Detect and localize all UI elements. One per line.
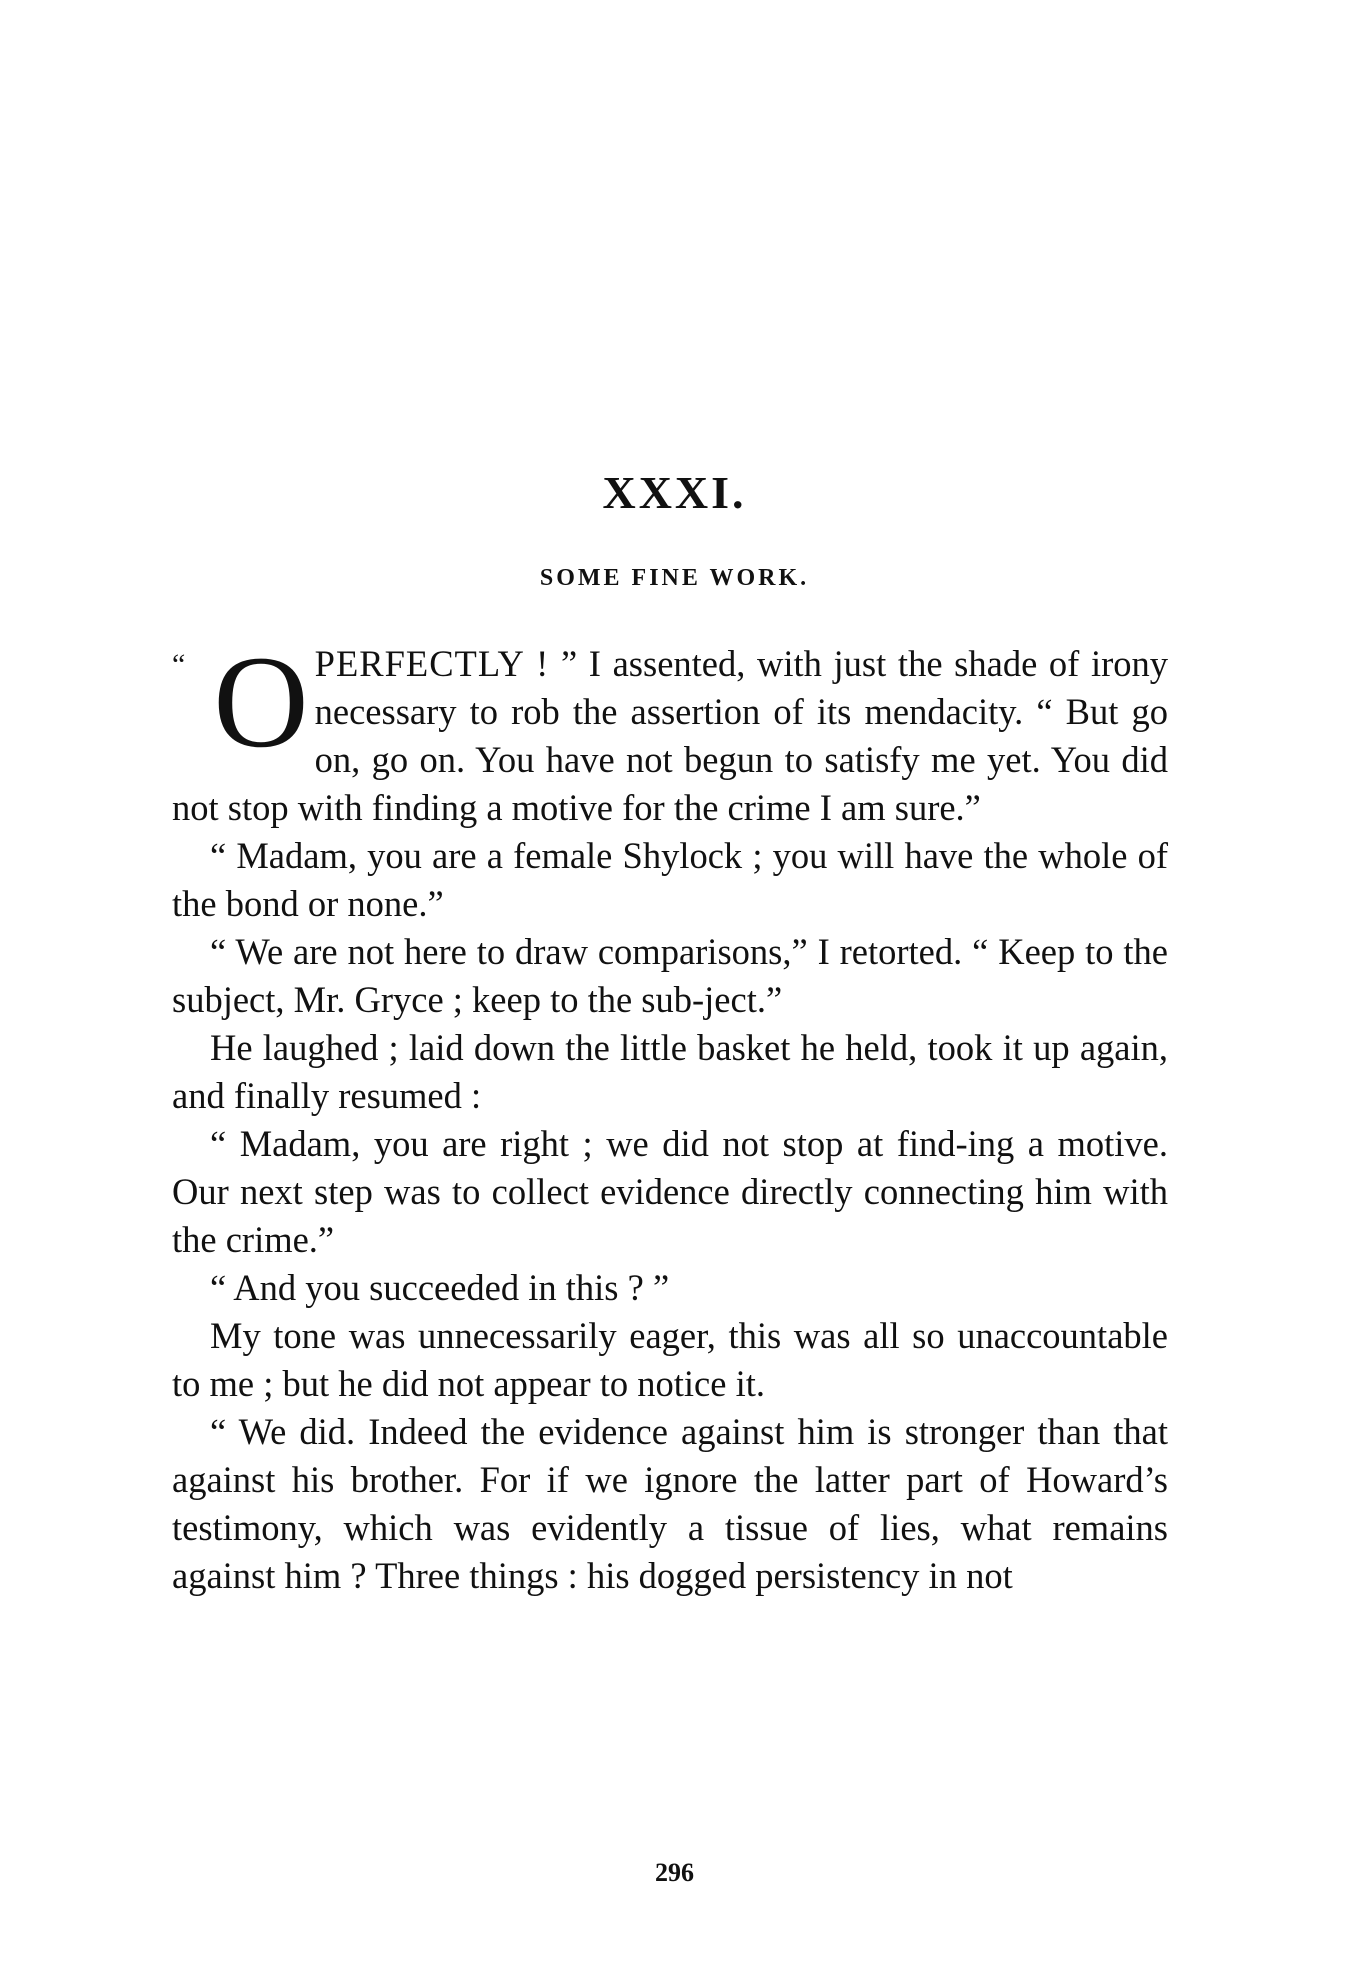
body-text xyxy=(172,628,1169,1600)
paragraph: “ We did. Indeed the evidence against him is stronger than that against his brother. For if we ignore the latter part of Howard’s testimony, which was evidently a tissue of lies, what remains against him ? Three things : his dogged persistency in not xyxy=(172,1411,1168,1596)
paragraph: “ Madam, you are a female Shylock ; you will have the whole of the bond or none.” xyxy=(172,835,1168,924)
opening-caps-word: PERFECTLY ! xyxy=(314,643,550,684)
opening-text: ” I assented, with just the shade of irony necessary to rob the assertion of its mendacity. “ But go on, go on. You have not begun to satisfy me yet. You did not stop with finding a motive for the crime I am sure.” xyxy=(172,643,1169,828)
paragraph: “ And you succeeded in this ? ” xyxy=(210,1267,670,1308)
paragraph: My tone was unnecessarily eager, this was all so unaccountable to me ; but he did not appear to notice it. xyxy=(172,1315,1168,1404)
paragraph: “ We are not here to draw comparisons,” I retorted. “ Keep to the subject, Mr. Gryce ; keep to the sub-ject.” xyxy=(172,931,1168,1020)
page-number: 296 xyxy=(655,1858,694,1887)
opening-quote-mark: “ xyxy=(172,648,186,681)
drop-cap-block xyxy=(172,628,309,775)
drop-cap-letter: O xyxy=(213,628,309,775)
paragraph: “ Madam, you are right ; we did not stop at find-ing a motive. Our next step was to collect evidence directly connecting him with the crime.” xyxy=(172,1123,1168,1260)
paragraph: He laughed ; laid down the little basket he held, took it up again, and finally resumed : xyxy=(172,1027,1168,1116)
chapter-number: XXXI. xyxy=(602,467,747,518)
chapter-title: SOME FINE WORK. xyxy=(539,565,810,591)
opening-paragraph xyxy=(172,628,1169,832)
